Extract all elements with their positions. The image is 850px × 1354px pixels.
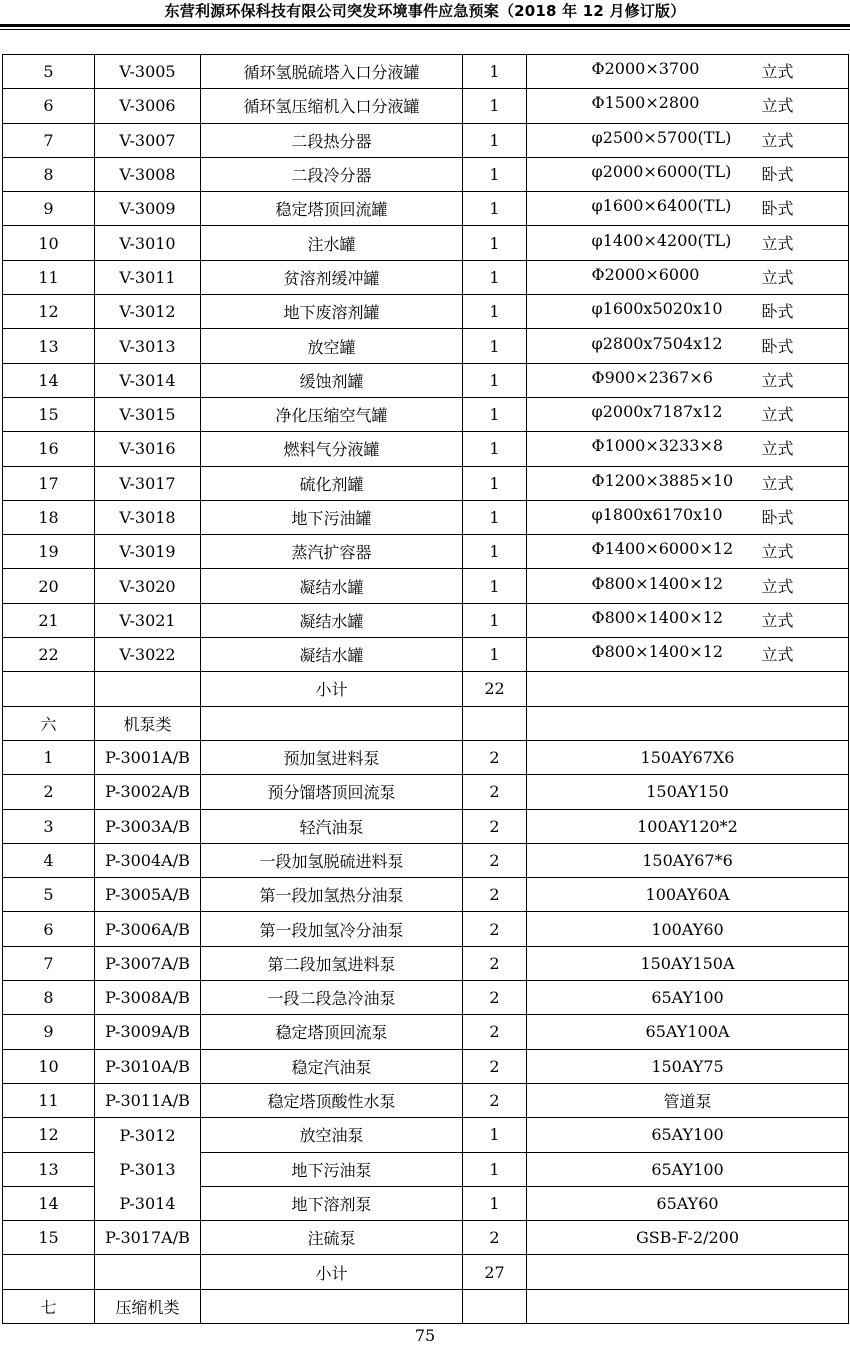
- row-number: 18: [3, 500, 95, 534]
- table-row: [3, 809, 849, 843]
- empty-cell: [95, 1255, 201, 1289]
- table-row: [3, 775, 849, 809]
- table-row: [3, 912, 849, 946]
- equipment-tag: V-3017: [95, 466, 201, 500]
- equipment-quantity: 2: [463, 1049, 527, 1083]
- equipment-quantity: 1: [463, 295, 527, 329]
- equipment-tag: P-3006A/B: [95, 912, 201, 946]
- equipment-spec: [527, 535, 849, 569]
- empty-cell: [201, 1289, 463, 1323]
- table-row: [3, 55, 849, 89]
- subtotal-label: 小计: [201, 1255, 463, 1289]
- equipment-tag: V-3007: [95, 123, 201, 157]
- equipment-quantity: 1: [463, 123, 527, 157]
- equipment-spec: 65AY100A: [527, 1015, 849, 1049]
- equipment-quantity: 1: [463, 535, 527, 569]
- empty-cell: [527, 706, 849, 740]
- equipment-name: 放空油泵: [201, 1118, 463, 1152]
- table-row: [3, 1186, 849, 1220]
- equipment-quantity: 2: [463, 946, 527, 980]
- equipment-spec: [527, 329, 849, 363]
- equipment-spec: [527, 432, 849, 466]
- section-title: 机泵类: [95, 706, 201, 740]
- equipment-quantity: 2: [463, 843, 527, 877]
- spec-orientation: 立式: [761, 473, 794, 493]
- table-row: [3, 740, 849, 774]
- row-number: 15: [3, 1221, 95, 1255]
- table-row: [3, 500, 849, 534]
- equipment-spec: 150AY150A: [527, 946, 849, 980]
- equipment-quantity: 1: [463, 500, 527, 534]
- equipment-quantity: 1: [463, 329, 527, 363]
- empty-cell: [95, 672, 201, 706]
- spec-orientation: 立式: [761, 96, 794, 116]
- table-row: [3, 569, 849, 603]
- equipment-name: 硫化剂罐: [201, 466, 463, 500]
- table-row: [3, 432, 849, 466]
- empty-cell: [463, 1289, 527, 1323]
- equipment-tag: V-3012: [95, 295, 201, 329]
- equipment-name: 缓蚀剂罐: [201, 363, 463, 397]
- equipment-spec: 150AY75: [527, 1049, 849, 1083]
- table-row: [3, 260, 849, 294]
- spec-orientation: 立式: [761, 267, 794, 287]
- equipment-spec: 65AY60: [527, 1186, 849, 1220]
- row-number: 19: [3, 535, 95, 569]
- row-number: 8: [3, 157, 95, 191]
- equipment-name: 稳定塔顶回流罐: [201, 192, 463, 226]
- equipment-spec: 100AY60A: [527, 878, 849, 912]
- row-number: 1: [3, 740, 95, 774]
- equipment-quantity: 1: [463, 397, 527, 431]
- equipment-quantity: 2: [463, 912, 527, 946]
- table-row: [3, 363, 849, 397]
- equipment-name: 地下溶剂泵: [201, 1186, 463, 1220]
- spec-orientation: 立式: [761, 370, 794, 390]
- equipment-tag: P-3009A/B: [95, 1015, 201, 1049]
- empty-cell: [527, 1255, 849, 1289]
- table-row: [3, 226, 849, 260]
- equipment-quantity: 2: [463, 1015, 527, 1049]
- equipment-tag: V-3016: [95, 432, 201, 466]
- table-row: [3, 1221, 849, 1255]
- row-number: 17: [3, 466, 95, 500]
- equipment-spec: 150AY67X6: [527, 740, 849, 774]
- spec-orientation: 卧式: [761, 165, 794, 185]
- equipment-tag: P-3010A/B: [95, 1049, 201, 1083]
- equipment-name: 第二段加氢进料泵: [201, 946, 463, 980]
- equipment-name: 第一段加氢冷分油泵: [201, 912, 463, 946]
- equipment-name: 二段冷分器: [201, 157, 463, 191]
- subtotal-quantity: 27: [463, 1255, 527, 1289]
- empty-cell: [527, 672, 849, 706]
- row-number: 10: [3, 226, 95, 260]
- spec-orientation: 卧式: [761, 199, 794, 219]
- equipment-quantity: 1: [463, 55, 527, 89]
- equipment-quantity: 1: [463, 569, 527, 603]
- spec-orientation: 立式: [761, 542, 794, 562]
- equipment-name: 蒸汽扩容器: [201, 535, 463, 569]
- equipment-name: 凝结水罐: [201, 569, 463, 603]
- spec-orientation: 卧式: [761, 508, 794, 527]
- spec-size: φ2000×6000(TL): [591, 162, 732, 182]
- header-rule: [0, 24, 850, 27]
- row-number: 22: [3, 638, 95, 672]
- equipment-spec: [527, 397, 849, 431]
- spec-size: φ2800x7504x12: [591, 333, 723, 353]
- equipment-spec: [527, 55, 849, 89]
- equipment-tag: P-3002A/B: [95, 775, 201, 809]
- table-row: [3, 397, 849, 431]
- empty-cell: [3, 672, 95, 706]
- empty-cell: [463, 706, 527, 740]
- equipment-tag: V-3021: [95, 603, 201, 637]
- equipment-quantity: 2: [463, 775, 527, 809]
- row-number: 16: [3, 432, 95, 466]
- table-row: [3, 638, 849, 672]
- row-number: 3: [3, 809, 95, 843]
- spec-orientation: 立式: [761, 130, 794, 150]
- row-number: 21: [3, 603, 95, 637]
- equipment-tag: P-3017A/B: [95, 1221, 201, 1255]
- equipment-tag: V-3005: [95, 55, 201, 89]
- spec-size: Φ800×1400×12: [591, 607, 724, 627]
- table-row: [3, 157, 849, 191]
- spec-orientation: 立式: [761, 62, 794, 82]
- equipment-tag: V-3009: [95, 192, 201, 226]
- spec-orientation: 立式: [761, 645, 794, 665]
- spec-orientation: 立式: [761, 233, 794, 253]
- equipment-name: 燃料气分液罐: [201, 432, 463, 466]
- equipment-name: 凝结水罐: [201, 638, 463, 672]
- equipment-tag: P-3001A/B: [95, 740, 201, 774]
- row-number: 6: [3, 89, 95, 123]
- equipment-spec: GSB-F-2/200: [527, 1221, 849, 1255]
- spec-size: Φ1200×3885×10: [591, 470, 734, 490]
- equipment-tag: V-3015: [95, 397, 201, 431]
- section-number: 六: [3, 706, 95, 740]
- row-number: 6: [3, 912, 95, 946]
- table-row: [3, 1083, 849, 1117]
- equipment-quantity: 2: [463, 740, 527, 774]
- equipment-name: 地下污油罐: [201, 500, 463, 534]
- row-number: 14: [3, 1186, 95, 1220]
- equipment-name: 第一段加氢热分油泵: [201, 878, 463, 912]
- section-title: 压缩机类: [95, 1289, 201, 1323]
- equipment-quantity: 2: [463, 878, 527, 912]
- equipment-quantity: 1: [463, 260, 527, 294]
- subtotal-row: [3, 1255, 849, 1289]
- spec-orientation: 立式: [761, 576, 794, 596]
- row-number: 13: [3, 1152, 95, 1186]
- table-row: [3, 603, 849, 637]
- row-number: 5: [3, 878, 95, 912]
- equipment-spec: [527, 157, 849, 191]
- section-row: [3, 706, 849, 740]
- row-number: 4: [3, 843, 95, 877]
- section-row: [3, 1289, 849, 1323]
- row-number: 11: [3, 1083, 95, 1117]
- equipment-spec: [527, 260, 849, 294]
- equipment-tag: P-3008A/B: [95, 981, 201, 1015]
- equipment-name: 净化压缩空气罐: [201, 397, 463, 431]
- equipment-quantity: 1: [463, 226, 527, 260]
- table-row: [3, 1049, 849, 1083]
- equipment-name: 放空罐: [201, 329, 463, 363]
- equipment-name: 凝结水罐: [201, 603, 463, 637]
- equipment-tag: V-3020: [95, 569, 201, 603]
- row-number: 15: [3, 397, 95, 431]
- equipment-quantity: 1: [463, 157, 527, 191]
- equipment-name: 一段加氢脱硫进料泵: [201, 843, 463, 877]
- equipment-tag: V-3006: [95, 89, 201, 123]
- equipment-name: 稳定塔顶回流泵: [201, 1015, 463, 1049]
- header-rule-thin: [0, 29, 850, 30]
- table-row: [3, 946, 849, 980]
- page-number: 75: [414, 1326, 436, 1345]
- equipment-tag: P-3003A/B: [95, 809, 201, 843]
- equipment-tag: V-3011: [95, 260, 201, 294]
- equipment-spec: [527, 192, 849, 226]
- row-number: 12: [3, 295, 95, 329]
- row-number: 12: [3, 1118, 95, 1152]
- equipment-spec: 管道泵: [527, 1083, 849, 1117]
- spec-size: φ2500×5700(TL): [591, 127, 732, 147]
- spec-size: Φ800×1400×12: [591, 573, 724, 593]
- row-number: 13: [3, 329, 95, 363]
- equipment-name: 预加氢进料泵: [201, 740, 463, 774]
- empty-cell: [201, 706, 463, 740]
- subtotal-row: [3, 672, 849, 706]
- equipment-name: 一段二段急冷油泵: [201, 981, 463, 1015]
- spec-size: Φ2000×6000: [591, 264, 700, 284]
- row-number: 9: [3, 1015, 95, 1049]
- subtotal-quantity: 22: [463, 672, 527, 706]
- equipment-tag: P-3005A/B: [95, 878, 201, 912]
- equipment-quantity: 1: [463, 89, 527, 123]
- table-row: [3, 1118, 849, 1152]
- spec-size: φ1600x5020x10: [591, 299, 723, 319]
- equipment-spec: 150AY150: [527, 775, 849, 809]
- equipment-name: 注硫泵: [201, 1221, 463, 1255]
- spec-orientation: 立式: [761, 439, 794, 459]
- equipment-quantity: 1: [463, 603, 527, 637]
- equipment-spec: [527, 295, 849, 329]
- empty-cell: [527, 1289, 849, 1323]
- equipment-name: 循环氢脱硫塔入口分液罐: [201, 55, 463, 89]
- equipment-tag: P-3007A/B: [95, 946, 201, 980]
- row-number: 8: [3, 981, 95, 1015]
- equipment-tag: V-3019: [95, 535, 201, 569]
- empty-cell: [3, 1255, 95, 1289]
- equipment-quantity: 2: [463, 809, 527, 843]
- spec-size: φ2000x7187x12: [591, 402, 723, 422]
- equipment-name: 地下废溶剂罐: [201, 295, 463, 329]
- spec-orientation: 卧式: [761, 336, 794, 356]
- spec-size: Φ900×2367×6: [591, 367, 713, 387]
- equipment-name: 稳定汽油泵: [201, 1049, 463, 1083]
- row-number: 7: [3, 123, 95, 157]
- equipment-tag: V-3008: [95, 157, 201, 191]
- spec-orientation: 卧式: [761, 302, 794, 322]
- spec-size: φ1600×6400(TL): [591, 196, 732, 216]
- equipment-quantity: 1: [463, 638, 527, 672]
- equipment-quantity: 2: [463, 1083, 527, 1117]
- table-row: [3, 535, 849, 569]
- equipment-spec: [527, 363, 849, 397]
- table-row: [3, 123, 849, 157]
- row-number: 2: [3, 775, 95, 809]
- row-number: 9: [3, 192, 95, 226]
- spec-size: Φ1400×6000×12: [591, 539, 734, 559]
- row-number: 5: [3, 55, 95, 89]
- equipment-spec: [527, 500, 849, 534]
- equipment-tag: V-3018: [95, 500, 201, 534]
- equipment-name: 二段热分器: [201, 123, 463, 157]
- equipment-tag: V-3013: [95, 329, 201, 363]
- equipment-quantity: 1: [463, 1118, 527, 1152]
- spec-size: Φ2000×3700: [591, 59, 700, 79]
- equipment-quantity: 1: [463, 1152, 527, 1186]
- equipment-spec: [527, 638, 849, 672]
- table-row: [3, 981, 849, 1015]
- equipment-spec: [527, 466, 849, 500]
- subtotal-label: 小计: [201, 672, 463, 706]
- row-number: 10: [3, 1049, 95, 1083]
- table-row: [3, 89, 849, 123]
- row-number: 14: [3, 363, 95, 397]
- equipment-quantity: 1: [463, 363, 527, 397]
- equipment-spec: [527, 226, 849, 260]
- spec-size: Φ1000×3233×8: [591, 436, 724, 456]
- table-row: [3, 192, 849, 226]
- equipment-spec: 65AY100: [527, 981, 849, 1015]
- table-row: [3, 1152, 849, 1186]
- equipment-tag: P-3014: [95, 1186, 201, 1220]
- spec-orientation: 立式: [761, 405, 794, 425]
- equipment-quantity: 1: [463, 192, 527, 226]
- equipment-spec: 65AY100: [527, 1152, 849, 1186]
- equipment-name: 轻汽油泵: [201, 809, 463, 843]
- equipment-quantity: 1: [463, 1186, 527, 1220]
- equipment-spec: 100AY60: [527, 912, 849, 946]
- spec-size: Φ1500×2800: [591, 93, 700, 113]
- equipment-name: 地下污油泵: [201, 1152, 463, 1186]
- equipment-spec: [527, 123, 849, 157]
- equipment-quantity: 1: [463, 466, 527, 500]
- table-row: [3, 295, 849, 329]
- spec-orientation: 立式: [761, 610, 794, 630]
- equipment-name: 贫溶剂缓冲罐: [201, 260, 463, 294]
- equipment-tag: V-3022: [95, 638, 201, 672]
- equipment-tag: V-3010: [95, 226, 201, 260]
- row-number: 20: [3, 569, 95, 603]
- equipment-tag: P-3012: [95, 1118, 201, 1152]
- equipment-name: 稳定塔顶酸性水泵: [201, 1083, 463, 1117]
- table-row: [3, 466, 849, 500]
- equipment-quantity: 2: [463, 981, 527, 1015]
- equipment-spec: 150AY67*6: [527, 843, 849, 877]
- equipment-quantity: 2: [463, 1221, 527, 1255]
- spec-size: φ1400×4200(TL): [591, 230, 732, 250]
- document-header: 东营利源环保科技有限公司突发环境事件应急预案（2018 年 12 月修订版）: [164, 2, 686, 20]
- table-row: [3, 329, 849, 363]
- equipment-quantity: 1: [463, 432, 527, 466]
- equipment-tag: P-3013: [95, 1152, 201, 1186]
- equipment-spec: 100AY120*2: [527, 809, 849, 843]
- equipment-spec: [527, 569, 849, 603]
- equipment-spec: [527, 603, 849, 637]
- equipment-tag: P-3011A/B: [95, 1083, 201, 1117]
- equipment-name: 循环氢压缩机入口分液罐: [201, 89, 463, 123]
- table-row: [3, 878, 849, 912]
- row-number: 11: [3, 260, 95, 294]
- equipment-spec: 65AY100: [527, 1118, 849, 1152]
- equipment-spec: [527, 89, 849, 123]
- row-number: 7: [3, 946, 95, 980]
- equipment-tag: P-3004A/B: [95, 843, 201, 877]
- equipment-table: [2, 54, 849, 1324]
- table-row: [3, 843, 849, 877]
- section-number: 七: [3, 1289, 95, 1323]
- spec-size: φ1800x6170x10: [591, 505, 723, 524]
- spec-size: Φ800×1400×12: [591, 642, 724, 662]
- table-row: [3, 1015, 849, 1049]
- equipment-tag: V-3014: [95, 363, 201, 397]
- equipment-name: 注水罐: [201, 226, 463, 260]
- equipment-name: 预分馏塔顶回流泵: [201, 775, 463, 809]
